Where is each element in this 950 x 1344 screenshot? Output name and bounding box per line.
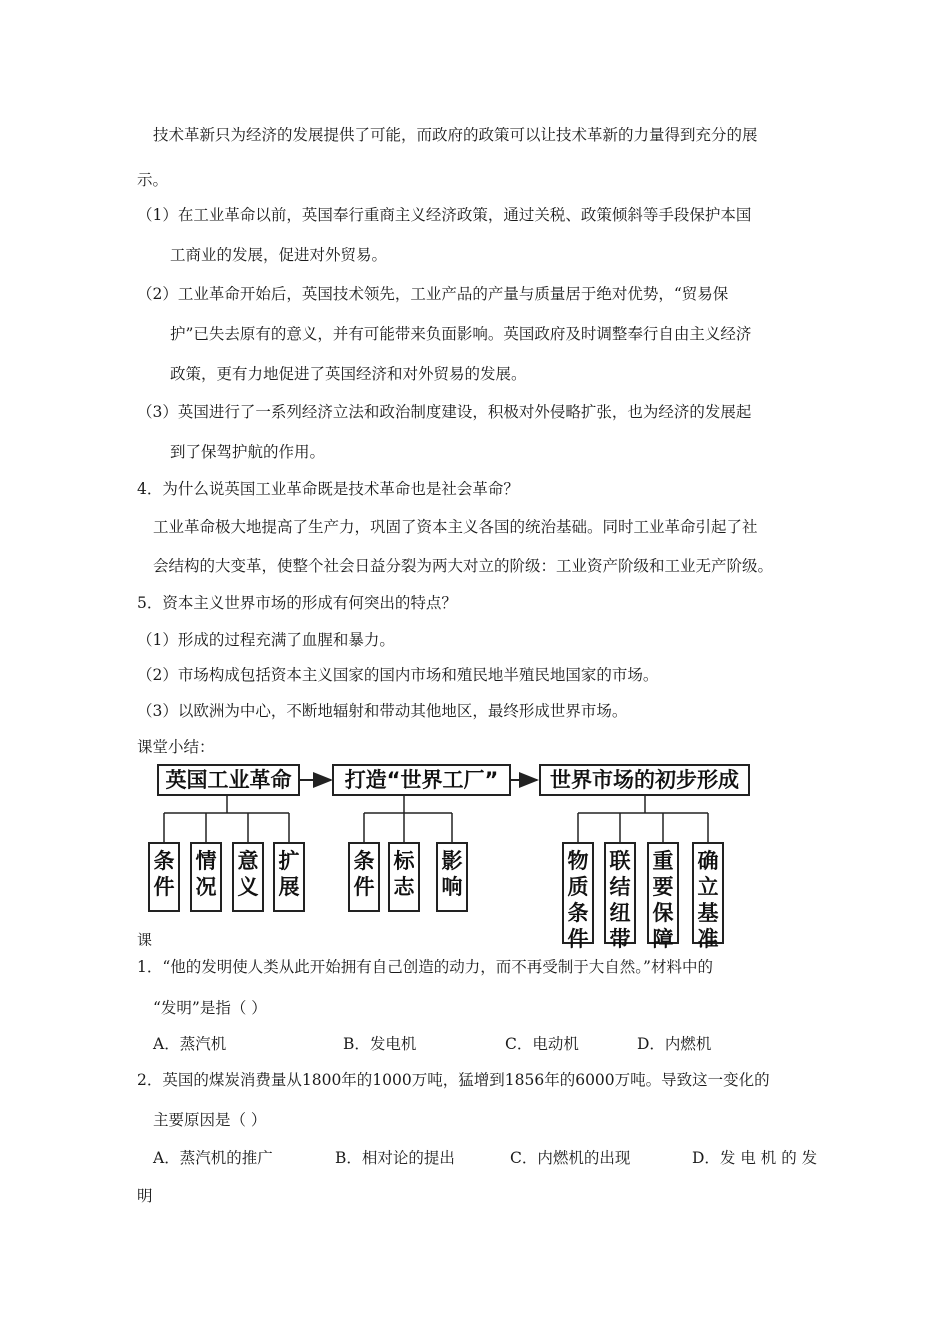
node-char: 件 [567, 927, 589, 951]
exercise-2-option-b: B．相对论的提出 [335, 1149, 455, 1167]
node-char: 件 [153, 875, 175, 899]
diagram-node [436, 842, 468, 912]
list-item-continuation: 护”已失去原有的意义，并有可能带来负面影响。英国政府及时调整奉行自由主义经济 [170, 325, 752, 343]
exercise-2-option-a: A．蒸汽机的推广 [153, 1149, 273, 1167]
summary-label: 课堂小结： [137, 738, 215, 756]
list-item: （3）英国进行了一系列经济立法和政治制度建设，积极对外侵略扩张，也为经济的发展起 [137, 403, 752, 421]
node-char: 物 [567, 849, 589, 873]
list-item-continuation: 工商业的发展，促进对外贸易。 [170, 246, 388, 264]
exercise-1-question: “发明”是指（ ） [153, 999, 267, 1017]
question-4: 4．为什么说英国工业革命既是技术革命也是社会革命？ [137, 480, 519, 498]
node-char: 响 [441, 875, 463, 899]
node-char: 意 [237, 849, 259, 873]
answer-5-item: （3）以欧洲为中心，不断地辐射和带动其他地区，最终形成世界市场。 [137, 702, 628, 720]
answer-4-line: 工业革命极大地提高了生产力，巩固了资本主义各国的统治基础。同时工业革命引起了社 [153, 518, 758, 536]
node-char: 准 [697, 927, 719, 951]
node-char: 扩 [278, 849, 300, 873]
list-item-continuation: 到了保驾护航的作用。 [170, 443, 326, 461]
diagram-header-industrial-revolution: 英国工业革命 [157, 764, 300, 796]
diagram-node [647, 842, 679, 951]
exercise-1-option-a: A．蒸汽机 [153, 1035, 227, 1053]
diagram-node [388, 842, 420, 912]
node-char: 情 [195, 849, 217, 873]
diagram-node [348, 842, 380, 912]
exercise-2-option-d: D．发 电 机 的 发 [692, 1149, 818, 1167]
diagram-node [562, 842, 594, 951]
answer-5-item: （2）市场构成包括资本主义国家的国内市场和殖民地半殖民地国家的市场。 [137, 666, 659, 684]
paragraph-line: 示。 [137, 171, 169, 189]
diagram-node [273, 842, 305, 912]
node-char: 条 [353, 849, 375, 873]
question-5: 5．资本主义世界市场的形成有何突出的特点？ [137, 594, 457, 612]
exercise-2-option-d-wrap: 明 [137, 1187, 153, 1205]
diagram-node [148, 842, 180, 912]
answer-4-line: 会结构的大变革，使整个社会日益分裂为两大对立的阶级：工业资产阶级和工业无产阶级。 [153, 557, 774, 575]
diagram-node [604, 842, 636, 951]
diagram-header-world-factory: 打造“世界工厂” [332, 764, 511, 796]
list-item-continuation: 政策，更有力地促进了英国经济和对外贸易的发展。 [170, 365, 527, 383]
exercise-1-question: 1．“他的发明使人类从此开始拥有自己创造的动力，而不再受制于大自然。”材料中的 [137, 958, 713, 976]
exercise-2-question: 主要原因是（ ） [153, 1111, 267, 1129]
node-char: 条 [567, 901, 589, 925]
node-char: 影 [441, 849, 463, 873]
node-char: 展 [278, 875, 300, 899]
node-char: 纽 [609, 901, 631, 925]
node-char: 况 [195, 875, 217, 899]
node-char: 带 [609, 927, 631, 951]
exercise-2-question: 2．英国的煤炭消费量从1800年的1000万吨，猛增到1856年的6000万吨。导致这一变化的 [137, 1071, 770, 1089]
exercise-1-option-b: B．发电机 [343, 1035, 417, 1053]
node-char: 基 [697, 901, 719, 925]
list-item: （1）在工业革命以前，英国奉行重商主义经济政策，通过关税、政策倾斜等手段保护本国 [137, 206, 752, 224]
node-char: 结 [609, 875, 631, 899]
node-char: 质 [567, 875, 589, 899]
node-char: 立 [697, 875, 719, 899]
exercise-1-option-c: C．电动机 [505, 1035, 579, 1053]
clipped-text-fragment: 课 [137, 931, 153, 946]
paragraph-line: 技术革新只为经济的发展提供了可能，而政府的政策可以让技术革新的力量得到充分的展 [153, 126, 758, 144]
node-char: 要 [652, 875, 674, 899]
list-item: （2）工业革命开始后，英国技术领先，工业产品的产量与质量居于绝对优势，“贸易保 [137, 285, 729, 303]
node-char: 障 [652, 927, 674, 951]
diagram-node [232, 842, 264, 912]
exercise-1-option-d: D．内燃机 [637, 1035, 712, 1053]
node-char: 联 [609, 849, 631, 873]
answer-5-item: （1）形成的过程充满了血腥和暴力。 [137, 631, 395, 649]
node-char: 义 [237, 875, 259, 899]
node-char: 件 [353, 875, 375, 899]
node-char: 条 [153, 849, 175, 873]
node-char: 重 [652, 849, 674, 873]
node-char: 志 [393, 875, 415, 899]
diagram-node [692, 842, 724, 951]
diagram-header-world-market: 世界市场的初步形成 [539, 764, 750, 796]
node-char: 保 [652, 901, 674, 925]
diagram-node [190, 842, 222, 912]
node-char: 标 [393, 849, 415, 873]
node-char: 确 [697, 849, 719, 873]
exercise-2-option-c: C．内燃机的出现 [510, 1149, 631, 1167]
